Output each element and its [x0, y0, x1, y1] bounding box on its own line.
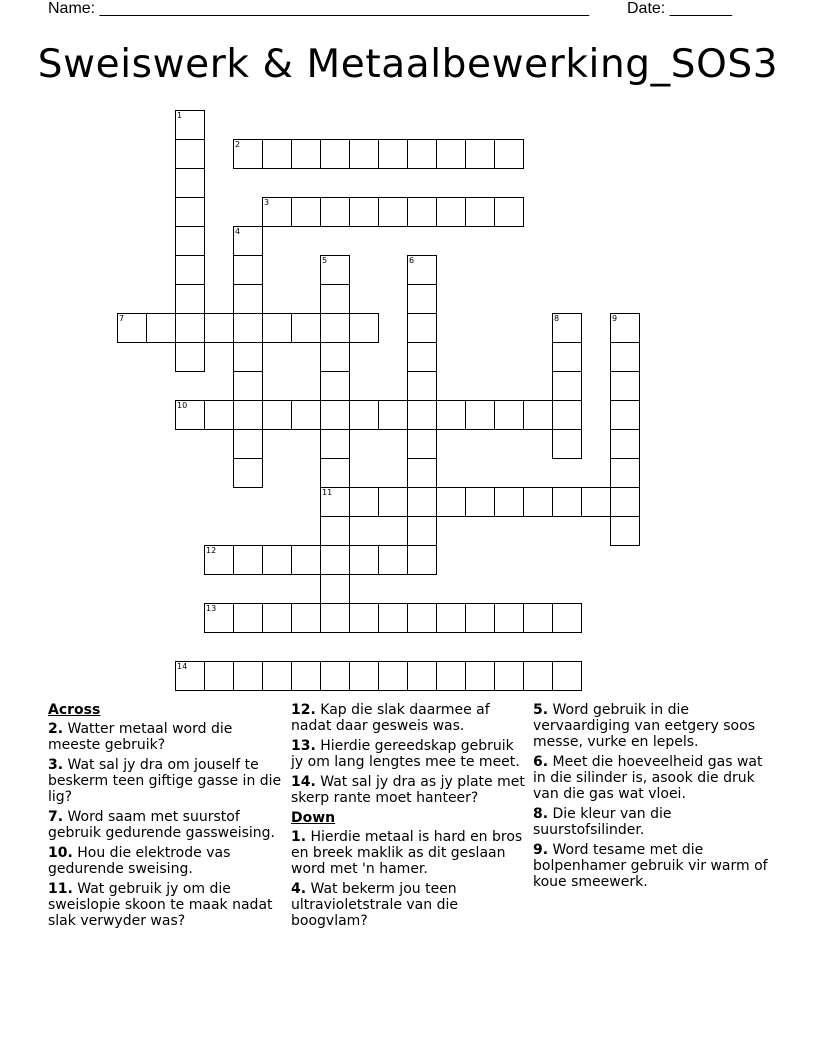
clue-number: 8. — [533, 806, 549, 822]
grid-cell[interactable] — [262, 545, 292, 575]
grid-cell[interactable] — [552, 429, 582, 459]
grid-cell[interactable] — [175, 110, 205, 140]
grid-cell[interactable] — [204, 313, 234, 343]
clue-text: Wat sal jy dra as jy plate met skerp rante moet hanteer? — [291, 774, 525, 806]
grid-cell[interactable] — [523, 661, 553, 691]
grid-cell[interactable] — [291, 603, 321, 633]
grid-cell[interactable] — [378, 603, 408, 633]
cell-number: 5 — [322, 256, 328, 265]
cell-number: 10 — [177, 401, 188, 410]
clue-text: Watter metaal word die meeste gebruik? — [48, 721, 233, 753]
across-clue — [291, 738, 527, 770]
grid-cell[interactable] — [233, 255, 263, 285]
grid-cell[interactable] — [465, 487, 495, 517]
grid-cell[interactable] — [233, 545, 263, 575]
clue-number: 5. — [533, 702, 549, 718]
across-heading: Across — [48, 702, 101, 718]
down-clue — [533, 806, 773, 838]
grid-cell[interactable] — [407, 400, 437, 430]
grid-cell[interactable] — [262, 603, 292, 633]
grid-cell[interactable] — [494, 139, 524, 169]
grid-cell[interactable] — [610, 342, 640, 372]
clue-text: Word gebruik in die vervaardiging van eetgery soos messe, vurke en lepels. — [533, 702, 755, 750]
grid-cell[interactable] — [349, 487, 379, 517]
down-clue — [533, 702, 773, 750]
grid-cell[interactable] — [349, 545, 379, 575]
grid-cell[interactable] — [320, 487, 350, 517]
grid-cell[interactable] — [610, 487, 640, 517]
clue-number: 9. — [533, 842, 549, 858]
grid-cell[interactable] — [320, 516, 350, 546]
grid-cell[interactable] — [175, 342, 205, 372]
grid-cell[interactable] — [494, 661, 524, 691]
grid-cell[interactable] — [175, 661, 205, 691]
clue-number: 4. — [291, 881, 307, 897]
down-clue — [533, 842, 773, 890]
grid-cell[interactable] — [523, 400, 553, 430]
grid-cell[interactable] — [349, 139, 379, 169]
grid-cell[interactable] — [204, 400, 234, 430]
grid-cell[interactable] — [610, 458, 640, 488]
grid-cell[interactable] — [494, 197, 524, 227]
grid-cell[interactable] — [378, 139, 408, 169]
grid-cell[interactable] — [233, 139, 263, 169]
grid-cell[interactable] — [436, 487, 466, 517]
grid-cell[interactable] — [320, 400, 350, 430]
grid-cell[interactable] — [233, 603, 263, 633]
date-field-label: Date: _______ — [627, 0, 732, 17]
grid-cell[interactable] — [552, 661, 582, 691]
clue-number: 12. — [291, 702, 316, 718]
grid-cell[interactable] — [320, 661, 350, 691]
grid-cell[interactable] — [320, 371, 350, 401]
grid-cell[interactable] — [523, 487, 553, 517]
down-heading: Down — [291, 810, 336, 826]
grid-cell[interactable] — [407, 139, 437, 169]
grid-cell[interactable] — [349, 400, 379, 430]
grid-cell[interactable] — [233, 458, 263, 488]
grid-cell[interactable] — [610, 516, 640, 546]
across-clue — [48, 881, 288, 929]
across-clue — [48, 757, 288, 805]
cell-number: 4 — [235, 227, 241, 236]
clue-number: 6. — [533, 754, 549, 770]
grid-cell[interactable] — [175, 226, 205, 256]
grid-cell[interactable] — [204, 661, 234, 691]
clue-number: 13. — [291, 738, 316, 754]
clue-text: Wat bekerm jou teen ultravioletstrale van die boogvlam? — [291, 881, 458, 929]
grid-cell[interactable] — [407, 284, 437, 314]
grid-cell[interactable] — [233, 429, 263, 459]
clue-number: 7. — [48, 809, 64, 825]
grid-cell[interactable] — [465, 400, 495, 430]
grid-cell[interactable] — [494, 487, 524, 517]
grid-cell[interactable] — [320, 313, 350, 343]
grid-cell[interactable] — [204, 545, 234, 575]
grid-cell[interactable] — [436, 400, 466, 430]
clue-number: 2. — [48, 721, 64, 737]
grid-cell[interactable] — [233, 661, 263, 691]
grid-cell[interactable] — [291, 139, 321, 169]
grid-cell[interactable] — [407, 313, 437, 343]
across-clue — [48, 809, 288, 841]
grid-cell[interactable] — [465, 661, 495, 691]
grid-cell[interactable] — [320, 458, 350, 488]
grid-cell[interactable] — [610, 313, 640, 343]
grid-cell[interactable] — [233, 226, 263, 256]
grid-cell[interactable] — [349, 197, 379, 227]
grid-cell[interactable] — [262, 661, 292, 691]
grid-cell[interactable] — [436, 603, 466, 633]
across-clue — [291, 702, 527, 734]
grid-cell[interactable] — [436, 197, 466, 227]
grid-cell[interactable] — [378, 661, 408, 691]
clue-text: Hou die elektrode vas gedurende sweising. — [48, 845, 231, 877]
across-clue — [291, 774, 527, 806]
cell-number: 14 — [177, 662, 188, 671]
grid-cell[interactable] — [436, 661, 466, 691]
grid-cell[interactable] — [610, 400, 640, 430]
cell-number: 11 — [322, 488, 333, 497]
grid-cell[interactable] — [407, 458, 437, 488]
grid-cell[interactable] — [465, 197, 495, 227]
clue-number: 14. — [291, 774, 316, 790]
clue-text: Meet die hoeveelheid gas wat in die silinder is, asook die druk van die gas wat vloei. — [533, 754, 763, 802]
grid-cell[interactable] — [552, 371, 582, 401]
grid-cell[interactable] — [175, 255, 205, 285]
down-clue — [291, 881, 527, 929]
grid-cell[interactable] — [552, 313, 582, 343]
clue-text: Die kleur van die suurstofsilinder. — [533, 806, 672, 838]
cell-number: 6 — [409, 256, 415, 265]
grid-cell[interactable] — [407, 255, 437, 285]
cell-number: 8 — [554, 314, 560, 323]
grid-cell[interactable] — [117, 313, 147, 343]
grid-cell[interactable] — [378, 545, 408, 575]
cell-number: 13 — [206, 604, 217, 613]
clue-text: Wat gebruik jy om die sweislopie skoon te maak nadat slak verwyder was? — [48, 881, 273, 929]
grid-cell[interactable] — [494, 603, 524, 633]
grid-cell[interactable] — [581, 487, 611, 517]
grid-cell[interactable] — [233, 284, 263, 314]
grid-cell[interactable] — [407, 603, 437, 633]
grid-cell[interactable] — [407, 371, 437, 401]
grid-cell[interactable] — [291, 197, 321, 227]
clue-text: Hierdie metaal is hard en bros en breek maklik as dit geslaan word met 'n hamer. — [291, 829, 523, 877]
clue-column-2 — [291, 702, 527, 933]
grid-cell[interactable] — [320, 139, 350, 169]
page-title: Sweiswerk & Metaalbewerking_SOS3 — [37, 42, 779, 87]
grid-cell[interactable] — [320, 342, 350, 372]
grid-cell[interactable] — [320, 603, 350, 633]
grid-cell[interactable] — [407, 197, 437, 227]
grid-cell[interactable] — [436, 139, 466, 169]
grid-cell[interactable] — [233, 400, 263, 430]
grid-cell[interactable] — [291, 661, 321, 691]
clue-number: 3. — [48, 757, 64, 773]
grid-cell[interactable] — [378, 197, 408, 227]
grid-cell[interactable] — [552, 342, 582, 372]
grid-cell[interactable] — [407, 516, 437, 546]
clue-number: 11. — [48, 881, 73, 897]
grid-cell[interactable] — [291, 400, 321, 430]
grid-cell[interactable] — [378, 400, 408, 430]
grid-cell[interactable] — [407, 429, 437, 459]
grid-cell[interactable] — [204, 603, 234, 633]
grid-cell[interactable] — [494, 400, 524, 430]
grid-cell[interactable] — [175, 168, 205, 198]
clue-number: 10. — [48, 845, 73, 861]
grid-cell[interactable] — [610, 429, 640, 459]
clue-text: Hierdie gereedskap gebruik jy om lang lengtes mee te meet. — [291, 738, 520, 770]
across-clue — [48, 721, 288, 753]
grid-cell[interactable] — [262, 139, 292, 169]
cell-number: 3 — [264, 198, 270, 207]
grid-cell[interactable] — [175, 197, 205, 227]
grid-cell[interactable] — [465, 139, 495, 169]
clue-text: Word tesame met die bolpenhamer gebruik vir warm of koue smeewerk. — [533, 842, 768, 890]
grid-cell[interactable] — [320, 284, 350, 314]
cell-number: 7 — [119, 314, 125, 323]
grid-cell[interactable] — [233, 371, 263, 401]
grid-cell[interactable] — [407, 487, 437, 517]
clue-column-1 — [48, 702, 288, 933]
clue-text: Wat sal jy dra om jouself te beskerm teen giftige gasse in die lig? — [48, 757, 282, 805]
cell-number: 2 — [235, 140, 241, 149]
grid-cell[interactable] — [320, 429, 350, 459]
down-clue — [291, 829, 527, 877]
grid-cell[interactable] — [320, 255, 350, 285]
grid-cell[interactable] — [523, 603, 553, 633]
grid-cell[interactable] — [407, 661, 437, 691]
grid-cell[interactable] — [175, 400, 205, 430]
grid-cell[interactable] — [320, 545, 350, 575]
grid-cell[interactable] — [262, 400, 292, 430]
grid-cell[interactable] — [349, 603, 379, 633]
cell-number: 1 — [177, 111, 183, 120]
grid-cell[interactable] — [465, 603, 495, 633]
grid-cell[interactable] — [262, 197, 292, 227]
grid-cell[interactable] — [407, 342, 437, 372]
across-clue — [48, 845, 288, 877]
grid-cell[interactable] — [552, 400, 582, 430]
grid-cell[interactable] — [320, 574, 350, 604]
grid-cell[interactable] — [349, 661, 379, 691]
grid-cell[interactable] — [175, 284, 205, 314]
grid-cell[interactable] — [291, 545, 321, 575]
clue-text: Word saam met suurstof gebruik gedurende gassweising. — [48, 809, 276, 841]
grid-cell[interactable] — [175, 313, 205, 343]
grid-cell[interactable] — [291, 313, 321, 343]
grid-cell[interactable] — [233, 342, 263, 372]
name-field-label: Name: _______________________________________________________ — [48, 0, 589, 17]
grid-cell[interactable] — [262, 313, 292, 343]
clue-text: Kap die slak daarmee af nadat daar gesweis was. — [291, 702, 490, 734]
clue-column-3 — [533, 702, 773, 894]
grid-cell[interactable] — [552, 487, 582, 517]
cell-number: 9 — [612, 314, 618, 323]
grid-cell[interactable] — [349, 313, 379, 343]
grid-cell[interactable] — [552, 603, 582, 633]
grid-cell[interactable] — [610, 371, 640, 401]
grid-cell[interactable] — [175, 139, 205, 169]
grid-cell[interactable] — [146, 313, 176, 343]
grid-cell[interactable] — [378, 487, 408, 517]
clue-number: 1. — [291, 829, 307, 845]
grid-cell[interactable] — [320, 197, 350, 227]
grid-cell[interactable] — [233, 313, 263, 343]
cell-number: 12 — [206, 546, 217, 555]
down-clue — [533, 754, 773, 802]
grid-cell[interactable] — [407, 545, 437, 575]
